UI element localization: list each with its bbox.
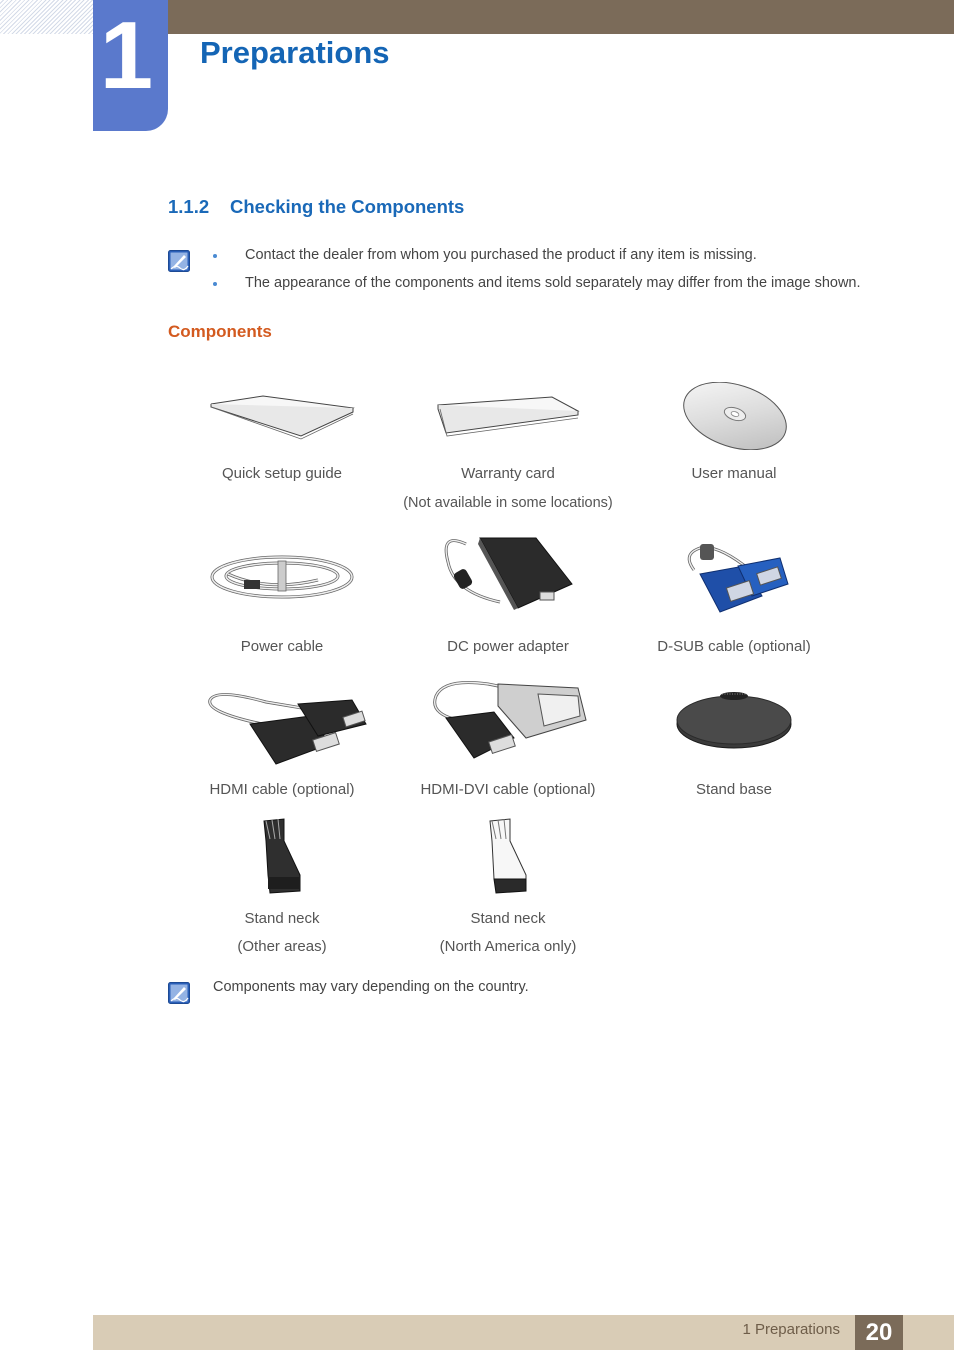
caption-power-cable: Power cable [240,638,324,655]
bullet-icon [213,254,217,258]
header-bar [168,0,954,34]
bottom-note: Components may vary depending on the country. [213,979,529,995]
decorative-hatch [0,0,93,34]
hdmi-cable-illustration [206,688,372,768]
stand-neck-na-illustration [486,817,530,895]
caption-hdmi-cable: HDMI cable (optional) [209,781,355,798]
cd-icon [679,382,791,450]
footer-label: 1 Preparations [742,1321,840,1338]
bullet-icon [213,282,217,286]
caption-dc-power-adapter: DC power adapter [447,638,569,655]
caption-stand-neck-na: Stand neck [470,910,546,927]
caption-hdmi-dvi-cable: HDMI-DVI cable (optional) [420,781,596,798]
caption-stand-base: Stand base [696,781,772,798]
caption-stand-neck-sub: (Other areas) [237,938,327,955]
note-icon [168,981,191,1005]
chapter-title: Preparations [200,35,390,70]
components-heading: Components [168,322,272,341]
stand-neck-illustration [260,817,304,895]
section-title-text: Checking the Components [230,196,465,217]
section-number: 1.1.2 [168,196,210,217]
power-cable-illustration [208,552,356,602]
note-item: The appearance of the components and items sold separately may differ from the image shown. [212,274,861,302]
caption-stand-neck-na-sub: (North America only) [439,938,577,955]
stand-base-illustration [675,688,793,752]
caption-warranty-card-sub: (Not available in some locations) [403,495,613,511]
warranty-card-illustration [432,393,582,439]
caption-dsub-cable: D-SUB cable (optional) [657,638,811,655]
page-number: 20 [855,1315,903,1350]
note-icon [168,249,191,273]
note-list [212,246,861,302]
caption-warranty-card: Warranty card [461,465,555,482]
section-title [168,196,464,218]
caption-user-manual: User manual [691,465,777,482]
dc-power-adapter-illustration [440,532,576,612]
hdmi-dvi-cable-illustration [428,676,588,762]
note-item: Contact the dealer from whom you purchased the product if any item is missing. [212,246,861,274]
dsub-cable-illustration [680,540,790,622]
chapter-number: 1 [99,2,154,109]
caption-stand-neck: Stand neck [244,910,320,927]
caption-quick-setup-guide: Quick setup guide [221,465,343,482]
quick-setup-guide-illustration [205,392,360,444]
